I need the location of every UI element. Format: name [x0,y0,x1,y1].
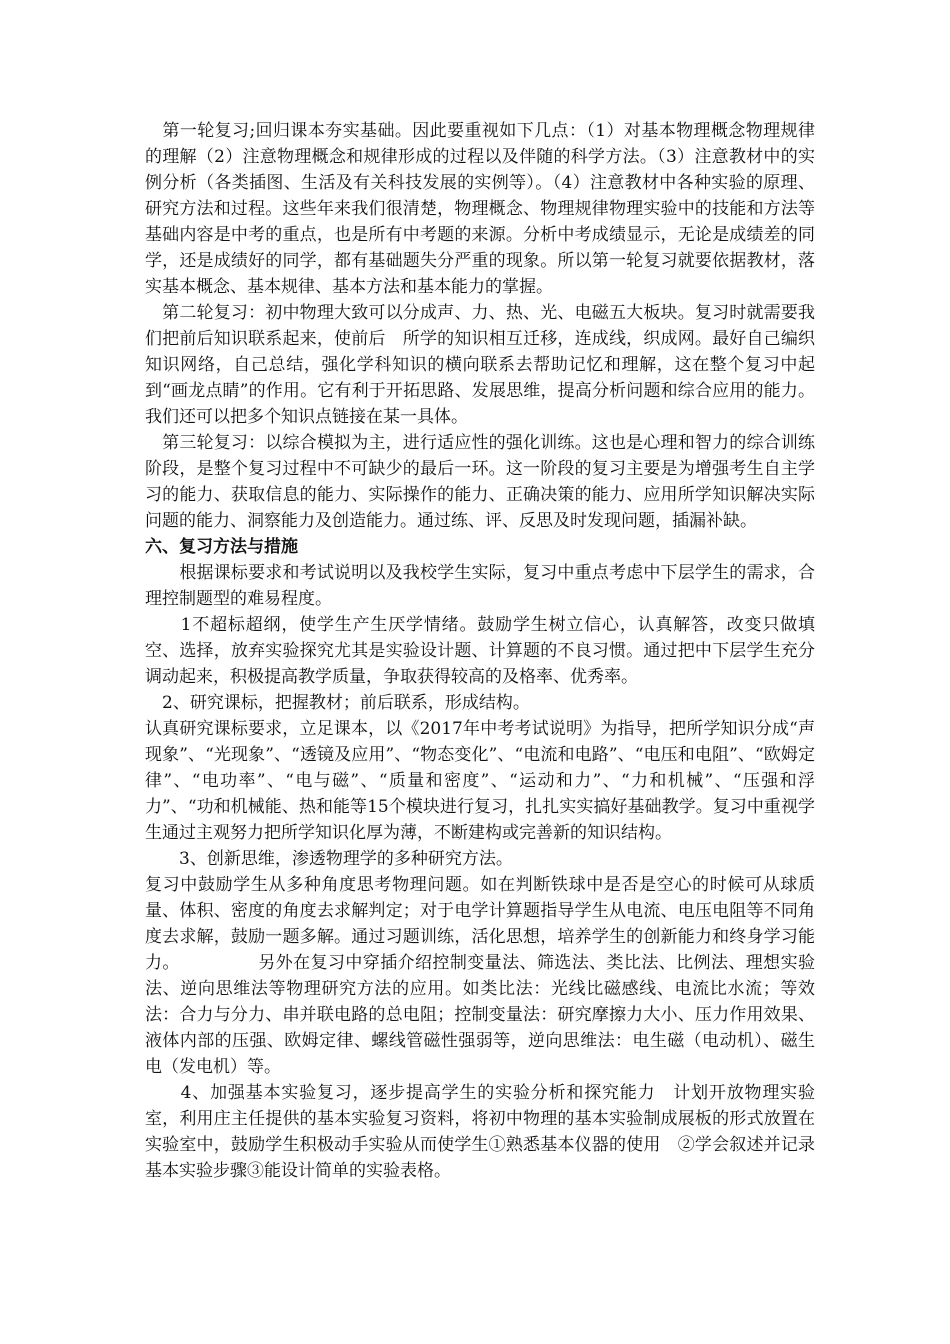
paragraph-point-4: 4、加强基本实验复习，逐步提高学生的实验分析和探究能力 计划开放物理实验室，利用庄主任提供的基本实验复习资料，将初中物理的基本实验制成展板的形式放置在实验室中，鼓励学生积极动手实验从而使学生①熟悉基本仪器的使用 ②学会叙述并记录基本实验步骤③能设计简单的实验表格。 [145,1083,815,1181]
paragraph-point-2-title: 2、研究课标，把握教材；前后联系，形成结构。 [145,693,530,713]
paragraph-point-1: 1不超标超纲，使学生产生厌学情绪。鼓励学生树立信心，认真解答，改变只做填空、选择，放弃实验探究尤其是实验设计题、计算题的不良习惯。通过把中下层学生充分调动起来，积极提高教学质量，争取获得较高的及格率、优秀率。 [145,615,815,687]
paragraph-round-one: 第一轮复习;回归课本夯实基础。因此要重视如下几点：（1）对基本物理概念物理规律的理解（2）注意物理概念和规律形成的过程以及伴随的科学方法。（3）注意教材中的实例分析（各类插图、生活及有关科技发展的实例等）。（4）注意教材中各种实验的原理、研究方法和过程。这些年来我们很清楚，物理概念、物理规律物理实验中的技能和方法等基础内容是中考的重点，也是所有中考题的来源。分析中考成绩显示，无论是成绩差的同学，还是成绩好的同学，都有基础题失分严重的现象。所以第一轮复习就要依据教材，落实基本概念、基本规律、基本方法和基本能力的掌握。 [145,121,815,297]
document-body [145,118,815,1184]
paragraph-round-two: 第二轮复习：初中物理大致可以分成声、力、热、光、电磁五大板块。复习时就需要我们把前后知识联系起来，使前后 所学的知识相互迁移，连成线，织成网。最好自己编织知识网络，自己总结，强化学科知识的横向联系去帮助记忆和理解，这在整个复习中起到“画龙点睛”的作用。它有利于开拓思路、发展思维，提高分析问题和综合应用的能力。我们还可以把多个知识点链接在某一具体。 [145,303,815,427]
paragraph-point-3-body: 复习中鼓励学生从多种角度思考物理问题。如在判断铁球中是否是空心的时候可从球质量、体积、密度的角度去求解判定；对于电学计算题指导学生从电流、电压电阻等不同角度去求解，鼓励一题多解。通过习题训练，活化思想，培养学生的创新能力和终身学习能力。 另外在复习中穿插介绍控制变量法、筛选法、类比法、比例法、理想实验法、逆向思维法等物理研究方法的应用。如类比法：光线比磁感线、电流比水流；等效法：合力与分力、串并联电路的总电阻；控制变量法：研究摩擦力大小、压力作用效果、液体内部的压强、欧姆定律、螺线管磁性强弱等，逆向思维法：电生磁（电动机）、磁生电（发电机）等。 [145,875,815,1077]
section-heading: 六、复习方法与措施 [145,537,298,557]
paragraph-round-three: 第三轮复习：以综合模拟为主，进行适应性的强化训练。这也是心理和智力的综合训练阶段，是整个复习过程中不可缺少的最后一环。这一阶段的复习主要是为增强考生自主学习的能力、获取信息的能力、实际操作的能力、正确决策的能力、应用所学知识解决实际问题的能力、洞察能力及创造能力。通过练、评、反思及时发现问题，插漏补缺。 [145,433,815,531]
paragraph-intro: 根据课标要求和考试说明以及我校学生实际，复习中重点考虑中下层学生的需求，合理控制题型的难易程度。 [145,563,815,609]
paragraph-point-3-title: 3、创新思维，渗透物理学的多种研究方法。 [145,849,513,869]
paragraph-point-2-body: 认真研究课标要求，立足课本，以《2017年中考考试说明》为指导，把所学知识分成“声现象”、“光现象”、“透镜及应用”、“物态变化”、“电流和电路”、“电压和电阻”、“欧姆定律”、“电功率”、“电与磁”、“质量和密度”、“运动和力”、“力和机械”、“压强和浮力”、“功和机械能、热和能等15个模块进行复习，扎扎实实搞好基础教学。复习中重视学生通过主观努力把所学知识化厚为薄，不断建构或完善新的知识结构。 [145,719,815,843]
